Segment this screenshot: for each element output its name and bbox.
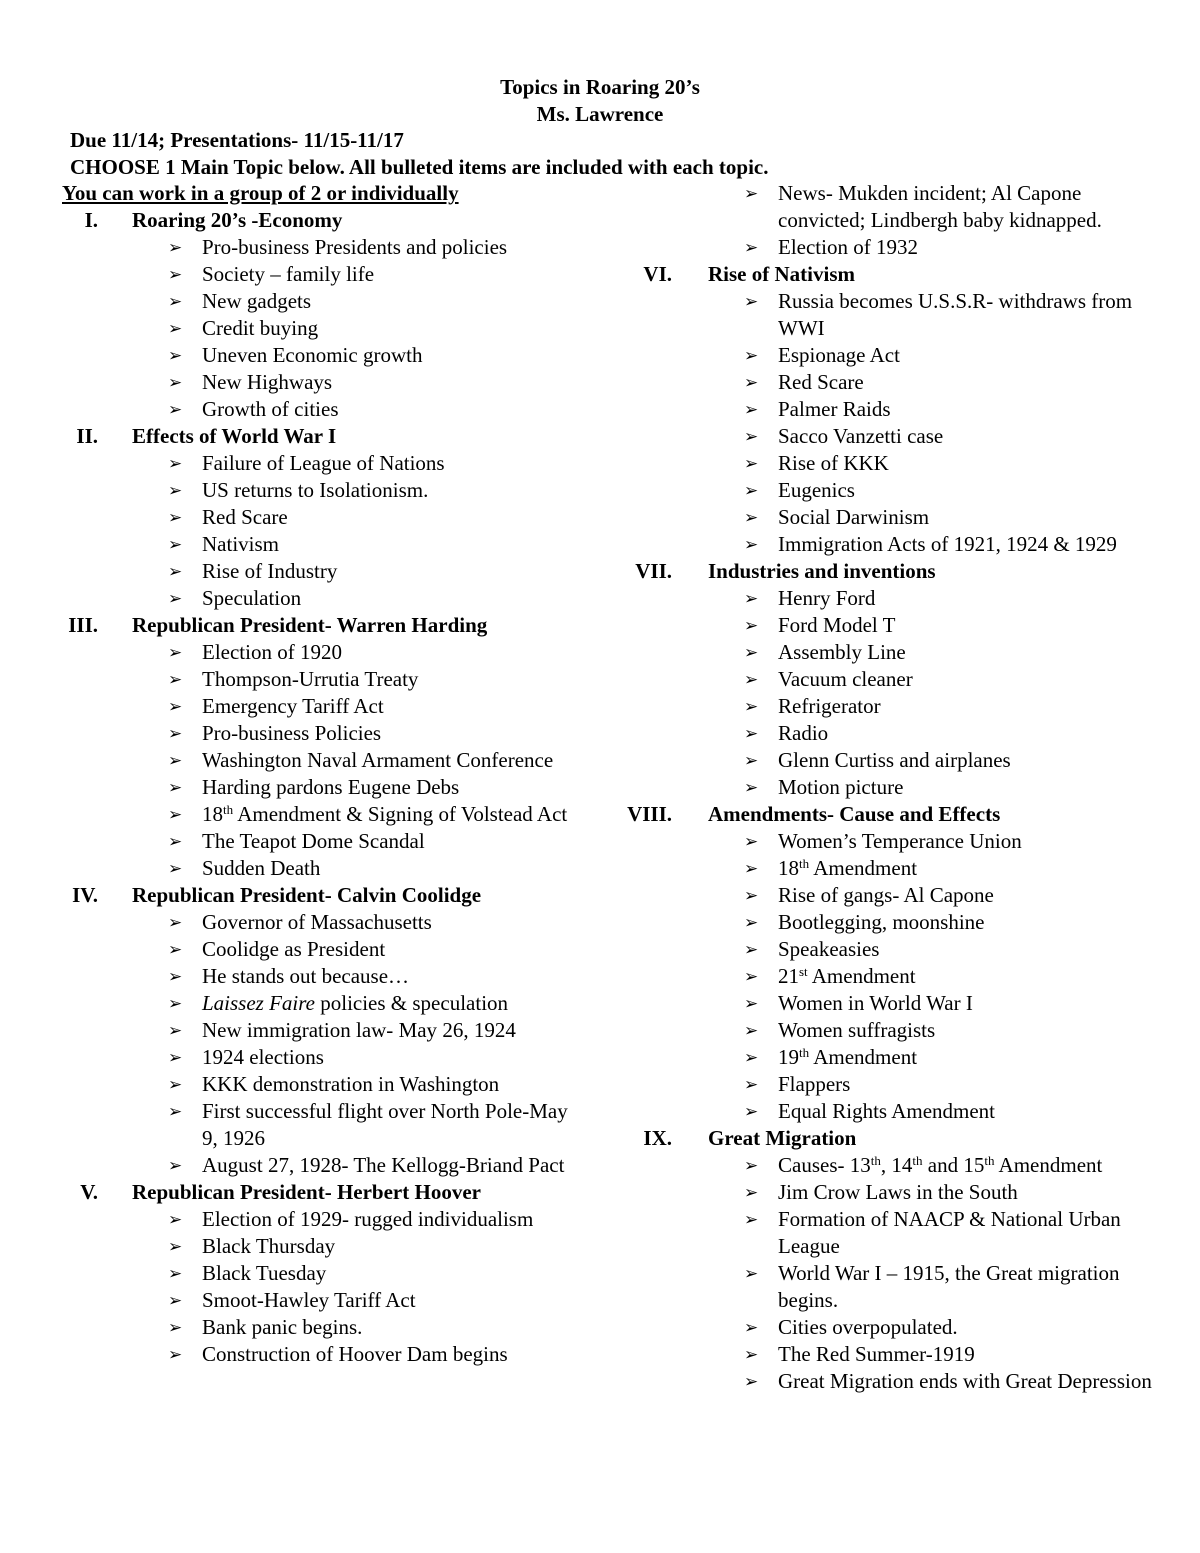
bullet-item (0, 639, 1200, 666)
topic-heading (0, 261, 1200, 288)
topic-number: IV. (72, 883, 98, 907)
bullet-item-text: Black Thursday (202, 1234, 336, 1258)
bullet-item-text: New Highways (202, 370, 333, 394)
bullet-item-text: Bank panic begins. (202, 1315, 363, 1339)
arrow-bullet-icon: ➢ (168, 1102, 183, 1121)
topic-heading (0, 801, 1200, 828)
bullet-item (0, 774, 1200, 801)
arrow-bullet-icon: ➢ (744, 373, 759, 392)
arrow-bullet-icon: ➢ (168, 562, 183, 581)
topic-number: II. (76, 424, 98, 448)
bullet-item-text: First successful flight over North Pole-May 9, 1926 (202, 1099, 568, 1150)
topic-title: Amendments- Cause and Effects (708, 802, 1001, 826)
arrow-bullet-icon: ➢ (744, 535, 759, 554)
bullet-item-text: US returns to Isolationism. (202, 478, 429, 502)
topic-number: V. (80, 1180, 98, 1204)
bullet-item-text: Society – family life (202, 262, 375, 286)
arrow-bullet-icon: ➢ (744, 778, 759, 797)
bullet-item-text: The Teapot Dome Scandal (202, 829, 425, 853)
arrow-bullet-icon: ➢ (168, 454, 183, 473)
bullet-item-text: Great Migration ends with Great Depression (778, 1369, 1152, 1393)
arrow-bullet-icon: ➢ (168, 859, 183, 878)
bullet-item-text: Growth of cities (202, 397, 339, 421)
arrow-bullet-icon: ➢ (744, 481, 759, 500)
arrow-bullet-icon: ➢ (168, 535, 183, 554)
bullet-item-text: Social Darwinism (778, 505, 930, 529)
bullet-item-text: Sudden Death (202, 856, 321, 880)
topic-title: Republican President- Herbert Hoover (132, 1180, 481, 1204)
bullet-item-text: Glenn Curtiss and airplanes (778, 748, 1011, 772)
arrow-bullet-icon: ➢ (168, 1075, 183, 1094)
topic-title: Republican President- Warren Harding (132, 613, 488, 637)
arrow-bullet-icon: ➢ (744, 724, 759, 743)
bullet-item-text: Election of 1932 (778, 235, 918, 259)
bullet-item-text: Immigration Acts of 1921, 1924 & 1929 (778, 532, 1117, 556)
bullet-item-text: Radio (778, 721, 829, 745)
bullet-item-text: New immigration law- May 26, 1924 (202, 1018, 516, 1042)
bullet-item-text: Rise of Industry (202, 559, 338, 583)
arrow-bullet-icon: ➢ (168, 1264, 183, 1283)
arrow-bullet-icon: ➢ (168, 238, 183, 257)
bullet-item (0, 666, 1200, 693)
arrow-bullet-icon: ➢ (168, 1345, 183, 1364)
bullet-item-text: Rise of gangs- Al Capone (778, 883, 994, 907)
arrow-bullet-icon: ➢ (168, 913, 183, 932)
bullet-item (0, 180, 1200, 234)
bullet-item-text: Henry Ford (778, 586, 876, 610)
bullet-item-text: Black Tuesday (202, 1261, 327, 1285)
bullet-item (0, 882, 1200, 909)
arrow-bullet-icon: ➢ (744, 1318, 759, 1337)
bullet-item-text: Harding pardons Eugene Debs (202, 775, 460, 799)
arrow-bullet-icon: ➢ (744, 1048, 759, 1067)
arrow-bullet-icon: ➢ (168, 1048, 183, 1067)
bullet-item-text: Women’s Temperance Union (778, 829, 1022, 853)
arrow-bullet-icon: ➢ (168, 508, 183, 527)
bullet-item-text: Credit buying (202, 316, 319, 340)
bullet-item-text: Cities overpopulated. (778, 1315, 958, 1339)
arrow-bullet-icon: ➢ (744, 697, 759, 716)
topic-title: Industries and inventions (708, 559, 936, 583)
bullet-item (0, 234, 1200, 261)
bullet-item (0, 1098, 1200, 1125)
bullet-item-text: Red Scare (202, 505, 288, 529)
bullet-item (0, 369, 1200, 396)
document-title: Topics in Roaring 20’s (500, 75, 700, 99)
bullet-item-text: Governor of Massachusetts (202, 910, 432, 934)
bullet-item (0, 504, 1200, 531)
bullet-item-text: Laissez Faire policies & speculation (202, 991, 509, 1015)
arrow-bullet-icon: ➢ (168, 1318, 183, 1337)
bullet-item (0, 396, 1200, 423)
arrow-bullet-icon: ➢ (744, 1372, 759, 1391)
arrow-bullet-icon: ➢ (168, 994, 183, 1013)
topic-heading (0, 1125, 1200, 1152)
arrow-bullet-icon: ➢ (168, 1156, 183, 1175)
bullet-item (0, 1341, 1200, 1368)
bullet-item-text: Espionage Act (778, 343, 900, 367)
arrow-bullet-icon: ➢ (744, 913, 759, 932)
arrow-bullet-icon: ➢ (168, 1021, 183, 1040)
bullet-item (0, 477, 1200, 504)
bullet-item-text: The Red Summer-1919 (778, 1342, 975, 1366)
topic-number: VIII. (627, 802, 672, 826)
topic-title: Roaring 20’s -Economy (132, 208, 343, 232)
bullet-item (0, 1368, 1200, 1395)
arrow-bullet-icon: ➢ (744, 1102, 759, 1121)
arrow-bullet-icon: ➢ (168, 265, 183, 284)
arrow-bullet-icon: ➢ (168, 319, 183, 338)
arrow-bullet-icon: ➢ (168, 589, 183, 608)
arrow-bullet-icon: ➢ (744, 508, 759, 527)
bullet-item (0, 288, 1200, 342)
bullet-item (0, 1152, 1200, 1179)
bullet-item (0, 1017, 1200, 1044)
arrow-bullet-icon: ➢ (744, 427, 759, 446)
bullet-item-text: Equal Rights Amendment (778, 1099, 995, 1123)
arrow-bullet-icon: ➢ (168, 697, 183, 716)
bullet-item-text: Motion picture (778, 775, 904, 799)
bullet-item-text: He stands out because… (202, 964, 410, 988)
bullet-item (0, 423, 1200, 450)
arrow-bullet-icon: ➢ (744, 886, 759, 905)
bullet-item-text: Assembly Line (778, 640, 906, 664)
arrow-bullet-icon: ➢ (744, 1345, 759, 1364)
arrow-bullet-icon: ➢ (168, 832, 183, 851)
arrow-bullet-icon: ➢ (744, 1021, 759, 1040)
bullet-item-text: Election of 1920 (202, 640, 342, 664)
bullet-item (0, 585, 1200, 612)
right-column (0, 180, 1200, 1395)
bullet-item-text: Red Scare (778, 370, 864, 394)
arrow-bullet-icon: ➢ (168, 346, 183, 365)
bullet-item-text: 21st Amendment (778, 964, 916, 988)
bullet-item-text: Speculation (202, 586, 302, 610)
arrow-bullet-icon: ➢ (168, 670, 183, 689)
bullet-item-text: Rise of KKK (778, 451, 889, 475)
topic-title: Republican President- Calvin Coolidge (132, 883, 482, 907)
bullet-item-text: 18th Amendment & Signing of Volstead Act (202, 802, 568, 826)
choose-instruction: CHOOSE 1 Main Topic below. All bulleted items are included with each topic. (70, 155, 769, 179)
bullet-item-text: Washington Naval Armament Conference (202, 748, 554, 772)
topic-title: Great Migration (708, 1126, 857, 1150)
bullet-item-text: August 27, 1928- The Kellogg-Briand Pact (202, 1153, 565, 1177)
bullet-item-text: Russia becomes U.S.S.R- withdraws from WWI (778, 289, 1133, 340)
arrow-bullet-icon: ➢ (744, 1210, 759, 1229)
bullet-item-text: Construction of Hoover Dam begins (202, 1342, 508, 1366)
due-date-line: Due 11/14; Presentations- 11/15-11/17 (70, 128, 404, 152)
arrow-bullet-icon: ➢ (168, 940, 183, 959)
arrow-bullet-icon: ➢ (744, 292, 759, 311)
bullet-item (0, 990, 1200, 1017)
bullet-item-text: Flappers (778, 1072, 851, 1096)
bullet-item-text: 19th Amendment (778, 1045, 918, 1069)
arrow-bullet-icon: ➢ (168, 751, 183, 770)
bullet-item-text: 18th Amendment (778, 856, 918, 880)
bullet-item (0, 1206, 1200, 1260)
bullet-item (0, 612, 1200, 639)
bullet-item-text: Pro-business Presidents and policies (202, 235, 508, 259)
bullet-item-text: Election of 1929- rugged individualism (202, 1207, 534, 1231)
instructions (70, 127, 769, 181)
bullet-item-text: Refrigerator (778, 694, 881, 718)
bullet-item (0, 1071, 1200, 1098)
teacher-name: Ms. Lawrence (536, 102, 664, 126)
bullet-item (0, 1044, 1200, 1071)
arrow-bullet-icon: ➢ (744, 967, 759, 986)
arrow-bullet-icon: ➢ (744, 238, 759, 257)
arrow-bullet-icon: ➢ (168, 1210, 183, 1229)
arrow-bullet-icon: ➢ (168, 724, 183, 743)
bullet-item-text: Women in World War I (778, 991, 973, 1015)
arrow-bullet-icon: ➢ (168, 1291, 183, 1310)
arrow-bullet-icon: ➢ (168, 481, 183, 500)
bullet-item (0, 1314, 1200, 1341)
arrow-bullet-icon: ➢ (744, 400, 759, 419)
arrow-bullet-icon: ➢ (744, 751, 759, 770)
arrow-bullet-icon: ➢ (168, 967, 183, 986)
arrow-bullet-icon: ➢ (744, 346, 759, 365)
bullet-item-text: News- Mukden incident; Al Capone convicted; Lindbergh baby kidnapped. (778, 181, 1102, 232)
group-instruction: You can work in a group of 2 or individually (62, 181, 459, 205)
arrow-bullet-icon: ➢ (744, 184, 759, 203)
bullet-item (0, 963, 1200, 990)
bullet-item-text: Vacuum cleaner (778, 667, 913, 691)
bullet-item-text: Smoot-Hawley Tariff Act (202, 1288, 416, 1312)
bullet-item-text: Pro-business Policies (202, 721, 382, 745)
bullet-item-text: Women suffragists (778, 1018, 936, 1042)
topic-heading (0, 558, 1200, 585)
bullet-item-text: Ford Model T (778, 613, 896, 637)
arrow-bullet-icon: ➢ (168, 292, 183, 311)
arrow-bullet-icon: ➢ (744, 643, 759, 662)
bullet-item (0, 720, 1200, 747)
bullet-item (0, 936, 1200, 963)
document-header (0, 74, 1200, 128)
topic-number: VI. (643, 262, 672, 286)
arrow-bullet-icon: ➢ (168, 400, 183, 419)
arrow-bullet-icon: ➢ (168, 373, 183, 392)
bullet-item-text: Jim Crow Laws in the South (778, 1180, 1018, 1204)
arrow-bullet-icon: ➢ (744, 1075, 759, 1094)
bullet-item-text: Causes- 13th, 14th and 15th Amendment (778, 1153, 1103, 1177)
bullet-item-text: Failure of League of Nations (202, 451, 445, 475)
arrow-bullet-icon: ➢ (744, 670, 759, 689)
bullet-item (0, 747, 1200, 774)
bullet-item-text: Nativism (202, 532, 279, 556)
arrow-bullet-icon: ➢ (744, 859, 759, 878)
bullet-item-text: Formation of NAACP & National Urban League (778, 1207, 1121, 1258)
bullet-item (0, 1260, 1200, 1314)
topic-number: I. (84, 208, 98, 232)
arrow-bullet-icon: ➢ (744, 1264, 759, 1283)
arrow-bullet-icon: ➢ (744, 1183, 759, 1202)
bullet-item-text: New gadgets (202, 289, 312, 313)
bullet-item (0, 450, 1200, 477)
bullet-item-text: Coolidge as President (202, 937, 386, 961)
topic-number: III. (68, 613, 98, 637)
bullet-item-text: KKK demonstration in Washington (202, 1072, 500, 1096)
bullet-item (0, 909, 1200, 936)
arrow-bullet-icon: ➢ (168, 643, 183, 662)
bullet-item (0, 1179, 1200, 1206)
bullet-item-text: Palmer Raids (778, 397, 891, 421)
bullet-item (0, 531, 1200, 558)
bullet-item (0, 342, 1200, 369)
topic-title: Effects of World War I (132, 424, 337, 448)
bullet-item (0, 828, 1200, 855)
bullet-item-text: Thompson-Urrutia Treaty (202, 667, 419, 691)
topic-number: VII. (635, 559, 672, 583)
bullet-item-text: Sacco Vanzetti case (778, 424, 944, 448)
bullet-item (0, 693, 1200, 720)
bullet-item-text: Bootlegging, moonshine (778, 910, 985, 934)
arrow-bullet-icon: ➢ (744, 454, 759, 473)
bullet-item-text: Eugenics (778, 478, 855, 502)
arrow-bullet-icon: ➢ (168, 1237, 183, 1256)
bullet-item-text: World War I – 1915, the Great migration begins. (778, 1261, 1120, 1312)
arrow-bullet-icon: ➢ (168, 778, 183, 797)
arrow-bullet-icon: ➢ (744, 832, 759, 851)
bullet-item-text: Speakeasies (778, 937, 880, 961)
bullet-item-text: Emergency Tariff Act (202, 694, 384, 718)
topic-title: Rise of Nativism (708, 262, 855, 286)
arrow-bullet-icon: ➢ (744, 616, 759, 635)
bullet-item-text: 1924 elections (202, 1045, 324, 1069)
arrow-bullet-icon: ➢ (744, 994, 759, 1013)
arrow-bullet-icon: ➢ (168, 805, 183, 824)
topic-number: IX. (643, 1126, 672, 1150)
arrow-bullet-icon: ➢ (744, 1156, 759, 1175)
arrow-bullet-icon: ➢ (744, 589, 759, 608)
arrow-bullet-icon: ➢ (744, 940, 759, 959)
bullet-item (0, 855, 1200, 882)
bullet-item-text: Uneven Economic growth (202, 343, 423, 367)
